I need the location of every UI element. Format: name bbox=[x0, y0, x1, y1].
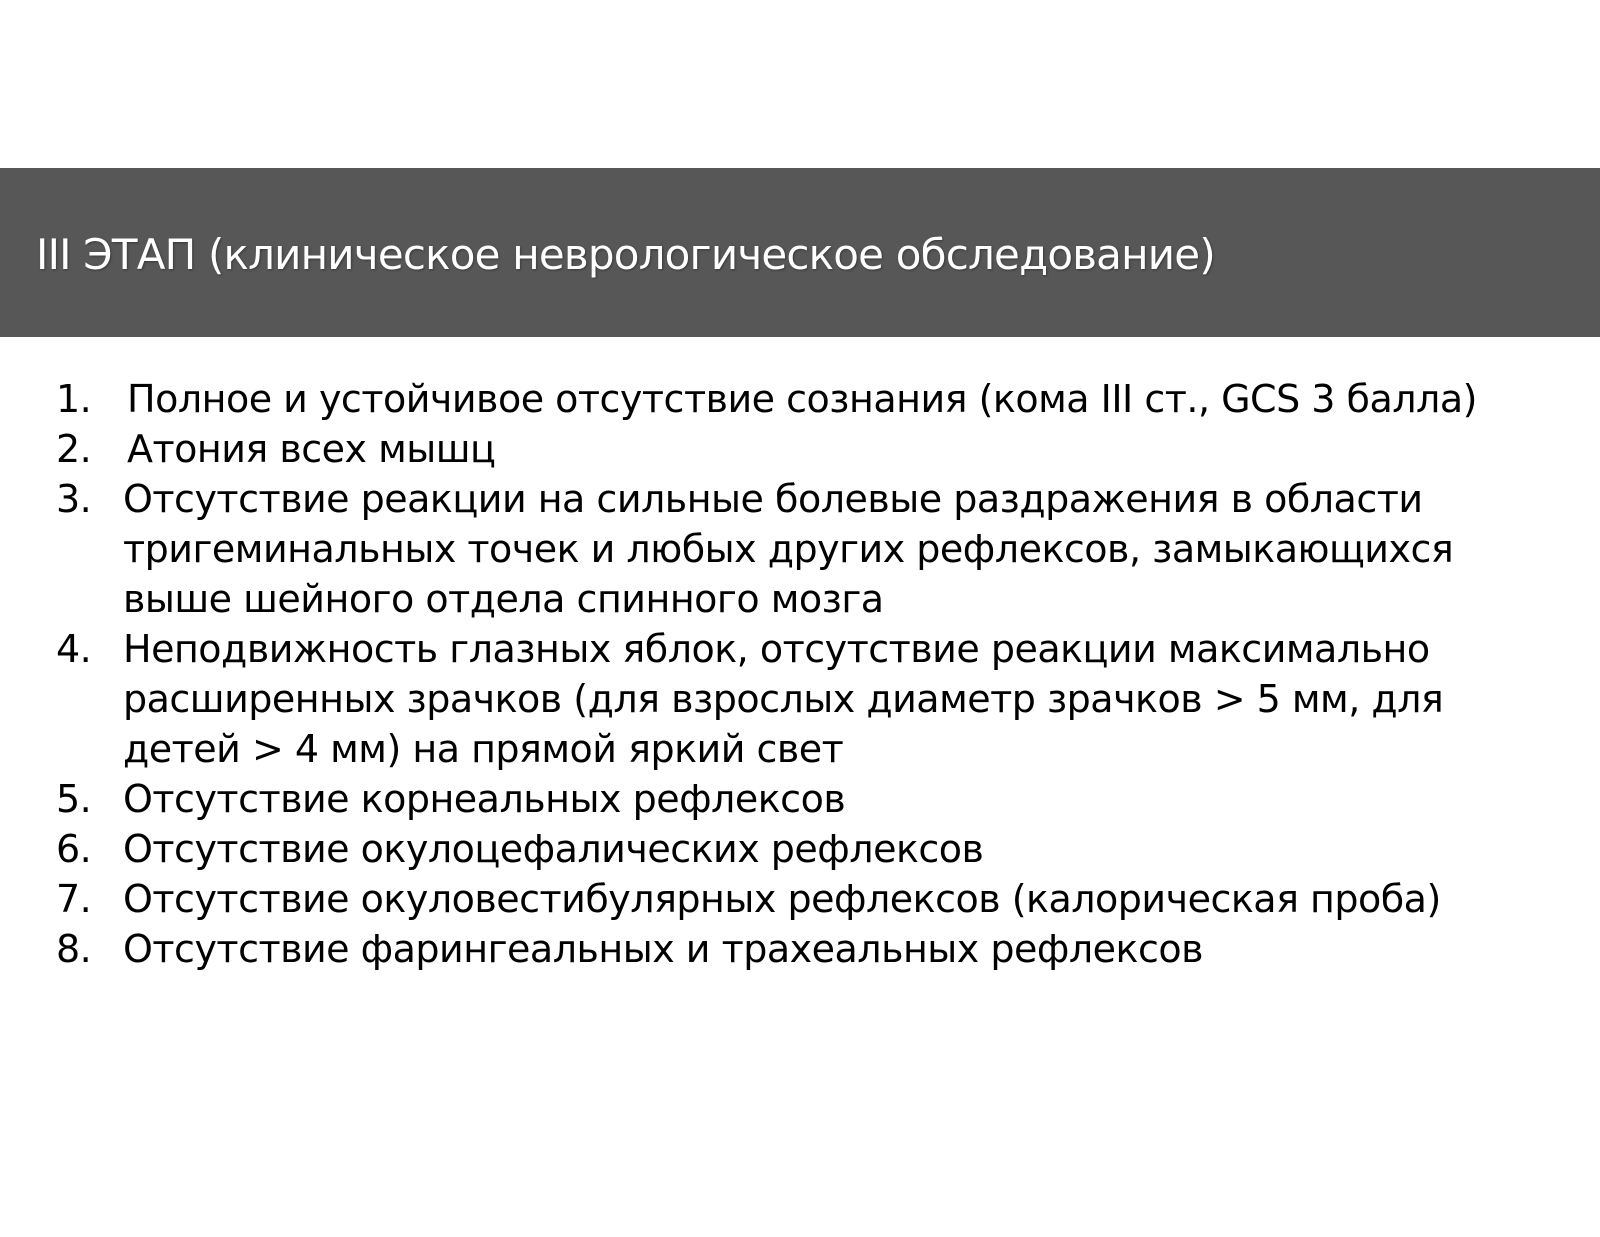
list-item-text-continued: выше шейного отдела спинного мозга bbox=[123, 577, 884, 621]
list-item-text: Отсутствие фарингеальных и трахеальных рефлексов bbox=[123, 927, 1204, 971]
list-item-text: Отсутствие реакции на сильные болевые раздражения в области bbox=[123, 477, 1423, 521]
list-item-number: 2. bbox=[56, 427, 92, 471]
list-item-number: 8. bbox=[56, 927, 92, 971]
slide-title: III ЭТАП (клиническое неврологическое обследование) bbox=[36, 230, 1215, 279]
list-item-number: 4. bbox=[56, 627, 92, 671]
list-item-number: 5. bbox=[56, 777, 92, 821]
list-item bbox=[0, 374, 1600, 424]
list-item bbox=[0, 824, 1600, 874]
list-item-number: 1. bbox=[56, 377, 92, 421]
list-item bbox=[0, 874, 1600, 924]
list-item-text: Атония всех мышц bbox=[127, 427, 496, 471]
list-item bbox=[0, 924, 1600, 974]
list-item bbox=[0, 774, 1600, 824]
list-item-text: Неподвижность глазных яблок, отсутствие реакции максимально bbox=[123, 627, 1430, 671]
list-item-text-continued: расширенных зрачков (для взрослых диаметр зрачков > 5 мм, для bbox=[123, 677, 1444, 721]
criteria-list bbox=[0, 374, 1600, 974]
list-item bbox=[0, 624, 1600, 774]
list-item bbox=[0, 474, 1600, 624]
list-item-text: Отсутствие окуловестибулярных рефлексов (калорическая проба) bbox=[123, 877, 1441, 921]
list-item-text: Отсутствие окулоцефалических рефлексов bbox=[123, 827, 984, 871]
list-item-text: Отсутствие корнеальных рефлексов bbox=[123, 777, 846, 821]
list-item-number: 3. bbox=[56, 477, 92, 521]
title-band bbox=[0, 168, 1600, 337]
list-item-text: Полное и устойчивое отсутствие сознания (кома III ст., GCS 3 балла) bbox=[127, 377, 1477, 421]
list-item-text-continued: тригеминальных точек и любых других рефлексов, замыкающихся bbox=[123, 527, 1454, 571]
list-item-text-continued: детей > 4 мм) на прямой яркий свет bbox=[123, 727, 844, 771]
list-item-number: 7. bbox=[56, 877, 92, 921]
list-item-number: 6. bbox=[56, 827, 92, 871]
list-item bbox=[0, 424, 1600, 474]
